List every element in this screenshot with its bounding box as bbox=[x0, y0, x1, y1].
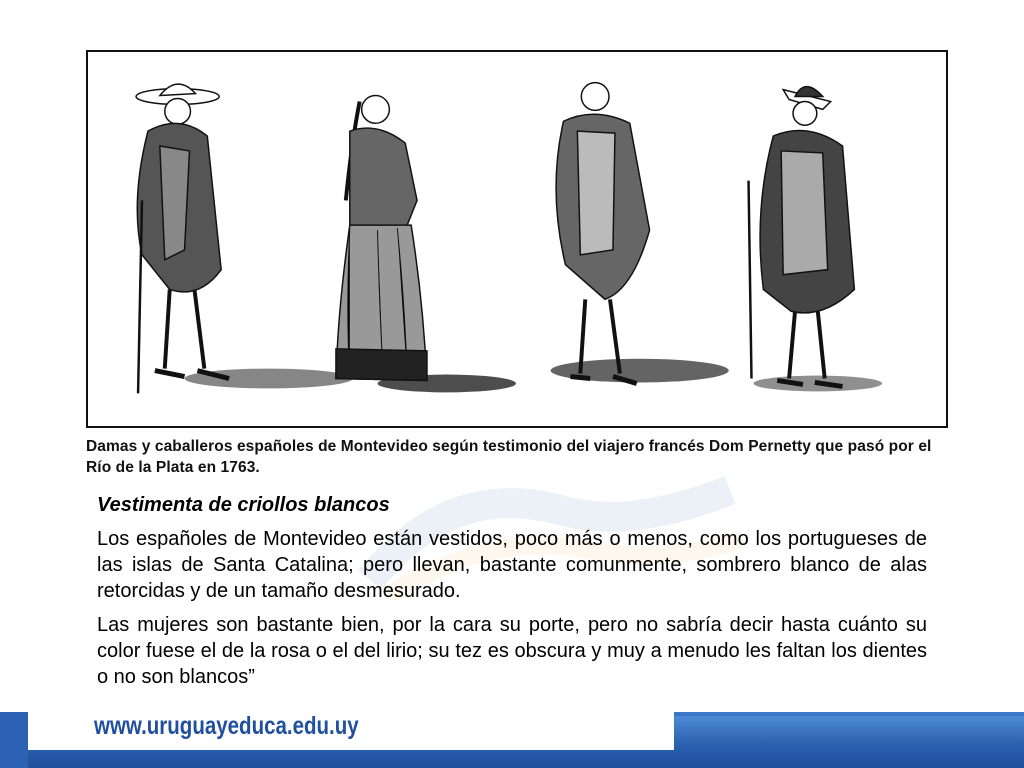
figure-gentleman-poncho bbox=[749, 87, 855, 387]
four-figures-engraving bbox=[88, 52, 946, 426]
footer-website-link[interactable]: www.uruguayeduca.edu.uy bbox=[94, 712, 359, 740]
footer-accent-stripe bbox=[674, 716, 1024, 746]
figure-gentleman-cloak bbox=[556, 83, 650, 384]
figure-gentleman-hat bbox=[136, 84, 229, 393]
figure-lady bbox=[336, 96, 427, 381]
paragraph-women: Las mujeres son bastante bien, por la cara su porte, pero no sabría decir hasta cuánto su color fuese el de la rosa o el del lirio; su tez es obscura y muy a menudo les faltan los dientes o no son blancos” bbox=[97, 614, 927, 688]
engraving-illustration bbox=[86, 50, 948, 428]
section-subtitle: Vestimenta de criollos blancos bbox=[97, 494, 390, 516]
footer-left-cap bbox=[0, 712, 28, 768]
paragraph-spaniards: Los españoles de Montevideo están vestidos, poco más o menos, como los portugueses de las islas de Santa Catalina; pero llevan, bastante comunmente, sombrero blanco de alas retorcidas y de un tamaño desmesurado. bbox=[97, 528, 927, 602]
figure-caption: Damas y caballeros españoles de Montevideo según testimonio del viajero francés Dom Pernetty que pasó por el Río de la Plata en 1763. bbox=[86, 438, 932, 476]
main-content bbox=[97, 494, 927, 698]
